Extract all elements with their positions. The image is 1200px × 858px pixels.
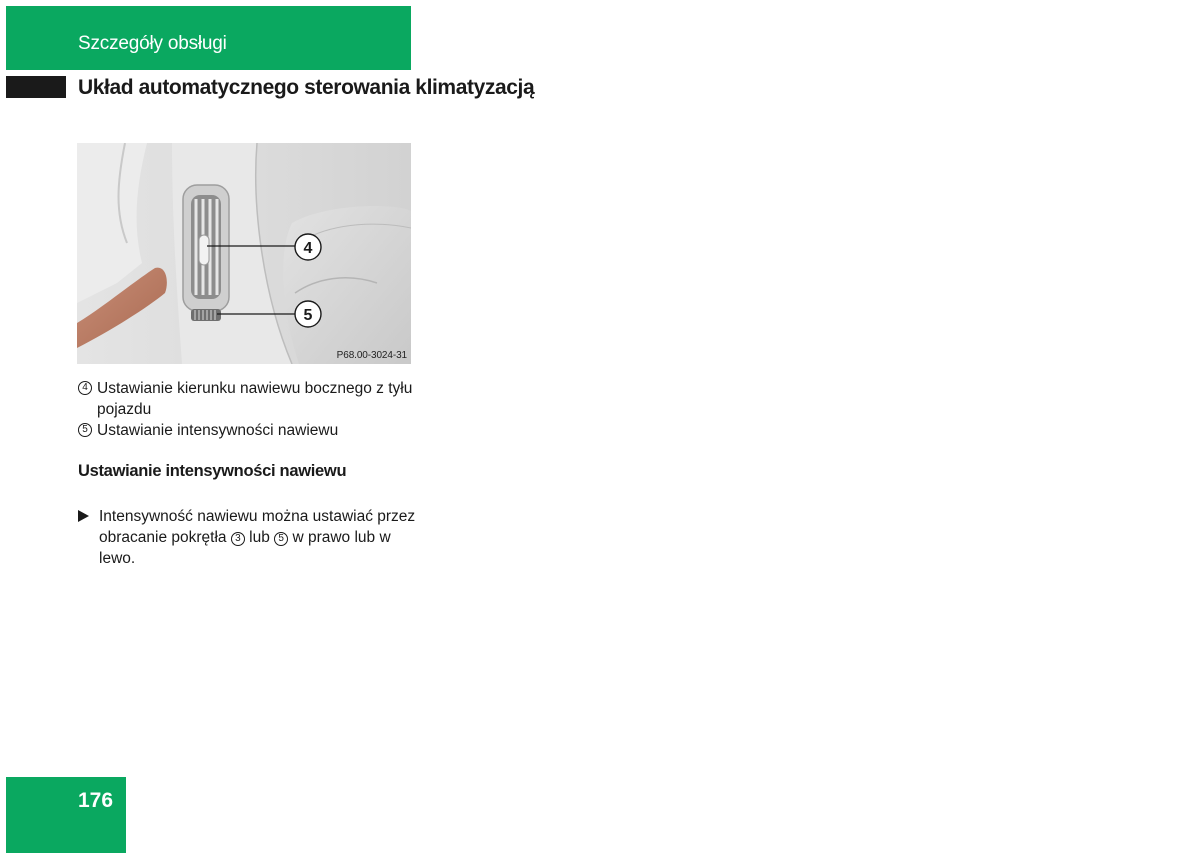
vent-illustration [77, 143, 411, 364]
figure-legend [78, 378, 418, 441]
instruction-part2: lub [244, 529, 275, 546]
legend-text: Ustawianie kierunku nawiewu bocznego z tyłu pojazdu [97, 380, 413, 418]
instruction-text [99, 506, 418, 569]
ref-knob-3: 3 [231, 532, 245, 546]
legend-item [78, 420, 418, 441]
section-title: Układ automatycznego sterowania klimatyzacją [78, 76, 535, 99]
instruction-part1: Intensywność nawiewu można ustawiać przez obracanie pokrętła [99, 508, 416, 546]
section-marker [6, 76, 66, 98]
callout-4: 4 [303, 240, 313, 257]
instruction-step [78, 506, 418, 569]
page-number: 176 [78, 789, 114, 812]
legend-number: 5 [78, 423, 92, 437]
chapter-title: Szczegóły obsługi [78, 33, 227, 54]
legend-item [78, 378, 418, 420]
legend-number: 4 [78, 381, 92, 395]
subsection-title: Ustawianie intensywności nawiewu [78, 462, 347, 480]
ref-knob-5: 5 [274, 532, 288, 546]
callout-5: 5 [303, 307, 313, 324]
instruction-part3: w prawo lub w lewo. [99, 529, 391, 567]
bullet-triangle-icon [78, 510, 89, 522]
vent-photo [77, 143, 411, 364]
legend-text: Ustawianie intensywności nawiewu [97, 422, 339, 439]
figure-code: P68.00-3024-31 [336, 350, 407, 361]
